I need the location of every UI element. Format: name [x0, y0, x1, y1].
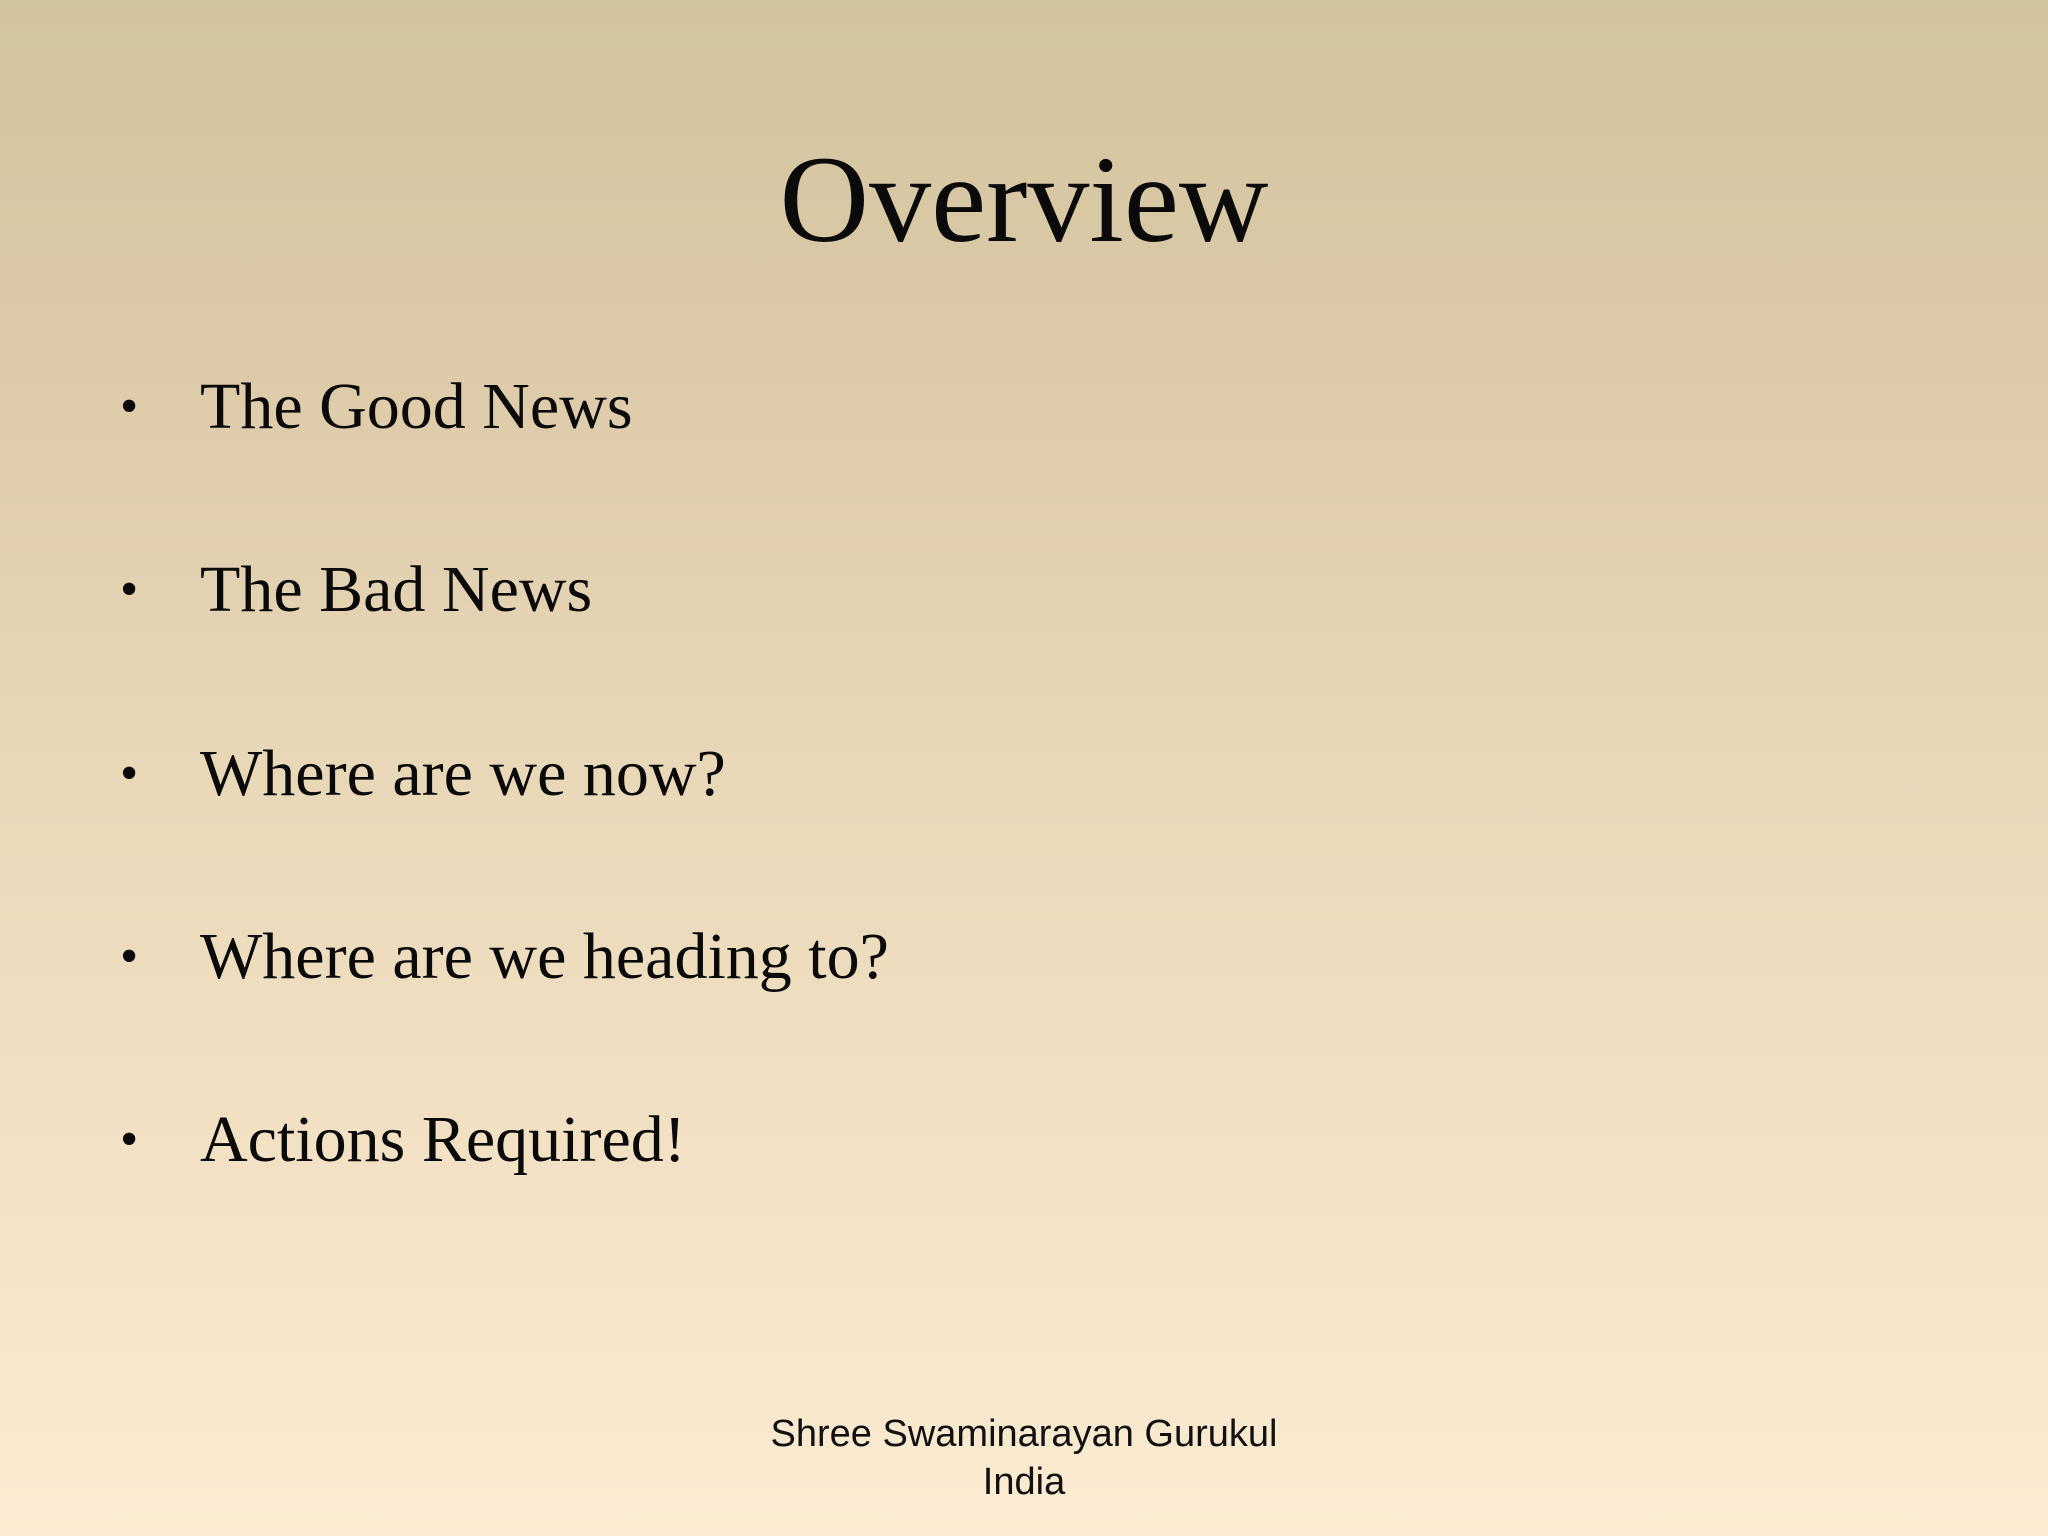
list-item [120, 1095, 686, 1185]
bullet-icon: • [120, 378, 139, 435]
bullet-icon: • [120, 561, 139, 618]
list-item [120, 362, 633, 452]
bullet-icon: • [120, 1111, 139, 1168]
bullet-text: Where are we heading to? [200, 920, 889, 993]
list-item [120, 912, 889, 1002]
bullet-icon: • [120, 928, 139, 985]
footer-line: Shree Swaminarayan Gurukul [770, 1413, 1278, 1455]
bullet-text: The Good News [200, 370, 633, 443]
footer-line: India [982, 1461, 1066, 1503]
bullet-icon: • [120, 745, 139, 802]
list-item [120, 545, 592, 635]
slide-title: Overview [779, 131, 1269, 268]
list-item [120, 729, 726, 819]
bullet-text: Actions Required! [200, 1103, 686, 1176]
bullet-text: Where are we now? [200, 737, 726, 810]
bullet-text: The Bad News [200, 553, 593, 626]
slide-footer [0, 1410, 2048, 1506]
